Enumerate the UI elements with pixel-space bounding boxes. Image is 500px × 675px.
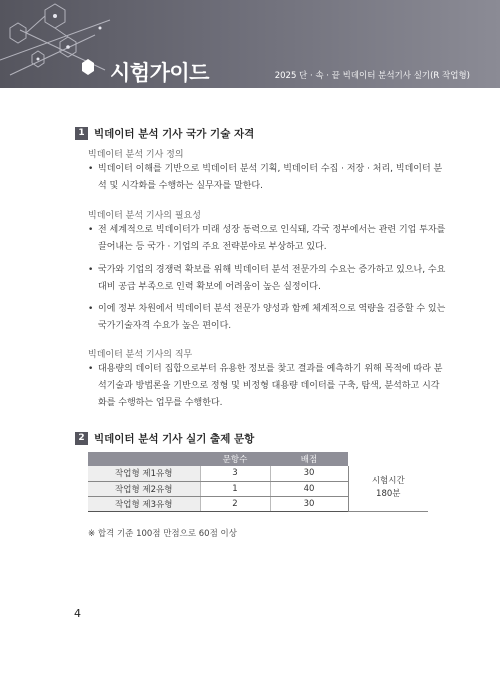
duties-heading: 빅데이터 분석 기사의 직무: [88, 350, 193, 360]
section-number-badge: 1: [75, 127, 88, 140]
table-header-cell: [348, 452, 428, 466]
row-score: 30: [270, 496, 348, 511]
necessity-bullet-cont: 국가기술자격 수요가 높은 편이다.: [98, 321, 232, 331]
table-row: [88, 466, 428, 481]
necessity-bullet: • 국가와 기업의 경쟁력 확보를 위해 빅데이터 분석 전문가의 수요는 증가하고 있으나, 수요: [88, 265, 446, 275]
section-number-badge: 2: [75, 432, 88, 445]
row-count: 1: [200, 481, 270, 496]
row-score: 40: [270, 481, 348, 496]
necessity-heading: 빅데이터 분석 기사의 필요성: [88, 211, 201, 221]
row-label: 작업형 제2유형: [88, 481, 200, 496]
section-2-heading: [75, 429, 254, 447]
row-label: 작업형 제3유형: [88, 496, 200, 511]
section-title: 빅데이터 분석 기사 국가 기술 자격: [94, 127, 255, 140]
section-1-heading: [75, 124, 254, 142]
row-count: 3: [200, 466, 270, 481]
exam-time-value: 180분: [376, 489, 401, 500]
definition-bullet-cont: 석 및 시각화를 수행하는 실무자를 말한다.: [98, 181, 263, 191]
necessity-bullet-cont: 끌어내는 등 국가 · 기업의 주요 전략분야로 부상하고 있다.: [98, 242, 327, 252]
table-header-count: 문항수: [200, 452, 270, 466]
duties-bullet-cont: 석기술과 방법론을 기반으로 정형 및 비정형 대용량 데이터를 구축, 탐색, 분석하고 시각: [98, 381, 440, 391]
passing-criteria-note: ※ 합격 기준 100점 만점으로 60점 이상: [88, 529, 237, 539]
duties-bullet: • 대용량의 데이터 집합으로부터 유용한 정보를 찾고 결과를 예측하기 위해 목적에 따라 분: [88, 364, 443, 374]
definition-bullet: • 빅데이터 이해를 기반으로 빅데이터 분석 기획, 빅데이터 수집 · 저장 · 처리, 빅데이터 분: [88, 164, 443, 174]
row-count: 2: [200, 496, 270, 511]
table-header-cell: [88, 452, 200, 466]
table-header-score: 배점: [270, 452, 348, 466]
necessity-bullet: • 이에 정부 차원에서 빅데이터 분석 전문가 양성과 함께 체계적으로 역량을 검증할 수 있는: [88, 304, 446, 314]
exam-time-cell: [348, 466, 428, 511]
table-header-row: [88, 452, 428, 466]
exam-time-label: 시험시간: [371, 476, 405, 487]
section-title: 빅데이터 분석 기사 실기 출제 문항: [94, 432, 255, 445]
page-header: [0, 0, 500, 88]
page-number: 4: [74, 607, 81, 620]
row-label: 작업형 제1유형: [88, 466, 200, 481]
necessity-bullet: • 전 세계적으로 빅데이터가 미래 성장 동력으로 인식돼, 각국 정부에서는 관련 기업 투자를: [88, 225, 446, 235]
book-subtitle: 2025 단 · 속 · 끝 빅데이터 분석기사 실기(R 작업형): [274, 71, 470, 81]
definition-heading: 빅데이터 분석 기사 정의: [88, 150, 184, 160]
necessity-bullet-cont: 대비 공급 부족으로 인력 확보에 어려움이 높은 실정이다.: [98, 282, 321, 292]
page-title: 시험가이드: [110, 61, 209, 85]
duties-bullet-cont: 화를 수행하는 업무를 수행한다.: [98, 398, 223, 408]
row-score: 30: [270, 466, 348, 481]
exam-items-table: [88, 452, 428, 512]
